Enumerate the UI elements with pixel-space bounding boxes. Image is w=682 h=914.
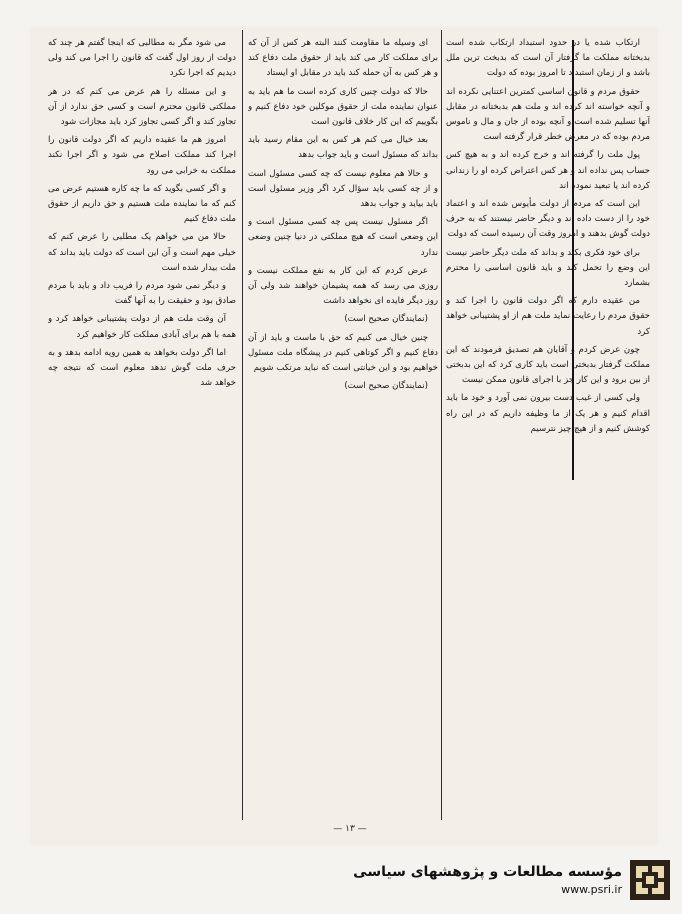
paragraph: و این مسئله را هم عرض می کنم که در هر مملکتی قانون محترم است و کسی حق ندارد از آن تجاوز کند و اگر کسی تجاوز کرد باید مجازات شود <box>48 86 236 128</box>
paragraph: و اگر کسی بگوید که ما چه کاره هستیم عرض می کنم که ما نماینده ملت هستیم و حق داریم از حقوق ملت دفاع کنیم <box>48 183 236 225</box>
paragraph: بعد خیال می کنم هر کس به این مقام رسید باید بداند که مسئول است و باید جواب بدهد <box>248 135 438 161</box>
text-column-right <box>446 36 650 816</box>
paragraph: و دیگر نمی شود مردم را فریب داد و باید با مردم صادق بود و حقیقت را به آنها گفت <box>48 281 236 307</box>
paragraph: برای خود فکری بکند و بداند که ملت دیگر حاضر نیست این وضع را تحمل کند و باید قانون اساسی را محترم بشمارد <box>446 247 650 289</box>
paragraph: اما اگر دولت بخواهد به همین رویه ادامه بدهد و به حرف ملت گوش ندهد معلوم است که نتیجه چه خواهد شد <box>48 347 236 389</box>
text-column-left <box>48 36 236 816</box>
paragraph: آن وقت ملت هم از دولت پشتیبانی خواهد کرد و همه با هم برای آبادی مملکت کار خواهیم کرد <box>48 314 236 340</box>
paragraph: (نمایندگان صحیح است) <box>344 314 428 325</box>
page-number: — ۱۳ — <box>333 824 367 834</box>
footer-text <box>353 862 622 898</box>
institute-logo-icon <box>630 860 670 900</box>
institute-name: مؤسسه مطالعات و پژوهشهای سیاسی <box>353 864 622 880</box>
paragraph: حقوق مردم و قانون اساسی کمترین اعتنایی نکرده اند و آنچه خواسته اند کرده اند و ملت هم بدبختانه در مقابل آنها تسلیم شده است و آنچه بوده از جان و مال و ناموس مردم بوده که در معرض خطر قرار گرفته است <box>446 86 650 143</box>
paragraph: (نمایندگان صحیح است) <box>344 381 428 392</box>
paragraph: می شود مگر به مطالبی که اینجا گفتم هر چند که دولت از روز اول گفت که قانون را اجرا می کند ولی دیدیم که اجرا نکرد <box>48 38 236 79</box>
paragraph: عرض کردم که این کار به نفع مملکت نیست و روزی می رسد که همه پشیمان خواهند شد ولی آن روز دیگر فایده ای نخواهد داشت <box>248 265 438 307</box>
paragraph: امروز هم ما عقیده داریم که اگر دولت قانون را اجرا کند مملکت اصلاح می شود و اگر اجرا نکند مملکت به خرابی می رود <box>48 135 236 176</box>
paragraph: حالا من می خواهم یک مطلبی را عرض کنم که خیلی مهم است و آن این است که دولت باید بداند که ملت بیدار شده است <box>48 232 236 273</box>
paragraph: چنین خیال می کنیم که حق با ماست و باید از آن دفاع کنیم و اگر کوتاهی کنیم در پیشگاه ملت مسئول خواهیم بود و این خیانتی است که نباید مرتکب شویم <box>248 332 438 374</box>
paragraph: و حالا هم معلوم نیست که چه کسی مسئول است و از چه کسی باید سؤال کرد اگر وزیر مسئول است باید بیاید و جواب بدهد <box>248 168 438 210</box>
paragraph: این است که مردم از دولت مأیوس شده اند و اعتماد خود را از دست داده اند و دیگر حاضر نیستند که به حرف دولت گوش بدهند و امروز وقت آن رسیده است که دولت <box>446 199 650 240</box>
text-column-middle <box>248 36 438 816</box>
paragraph: ولی کسی از غیب دست بیرون نمی آورد و خود ما باید اقدام کنیم و هر یک از ما وظیفه داریم که در این راه کوشش کنیم و از هیچ چیز نترسیم <box>446 393 650 434</box>
source-footer <box>340 856 670 904</box>
paragraph: من عقیده دارم که اگر دولت قانون را اجرا کند و حقوق مردم را رعایت نماید ملت هم از او پشتیبانی خواهد کرد <box>446 296 650 337</box>
institute-url[interactable]: www.psri.ir <box>561 883 622 896</box>
paragraph: چون عرض کردم و آقایان هم تصدیق فرمودند که این مملکت گرفتار بدبختی است باید کاری کرد که این بدبختی از بین برود و این کار جز با اجرای قانون ممکن نیست <box>446 344 650 386</box>
paragraph: ارتکاب شده یا در حدود استبداد ارتکاب شده است بدبختانه مملکت ما گرفتار آن است که بدبخت ترین ملل باشد و از زمان استبداد تا امروز بوده که دولت <box>446 38 650 79</box>
paragraph: پول ملت را گرفته اند و خرج کرده اند و به هیچ کس حساب پس نداده اند و هر کس اعتراض کرده او را زندانی کرده اند یا تبعید نموده اند <box>446 150 650 191</box>
paragraph: حالا که دولت چنین کاری کرده است ما هم باید به عنوان نماینده ملت از حقوق موکلین خود دفاع کنیم و بگوییم که این کار خلاف قانون است <box>248 86 438 128</box>
column-divider-right <box>441 30 442 820</box>
paragraph: ای وسیله ما مقاومت کنند البته هر کس از آن که برای مملکت کار می کند باید از حقوق ملت دفاع کند و هر کس به آن حمله کند باید در مقابل او ایستاد <box>248 38 438 79</box>
paragraph: اگر مسئول نیست پس چه کسی مسئول است و این وضعی است که هیچ مملکتی در دنیا چنین وضعی ندارد <box>248 217 438 258</box>
column-divider-left <box>242 30 243 820</box>
